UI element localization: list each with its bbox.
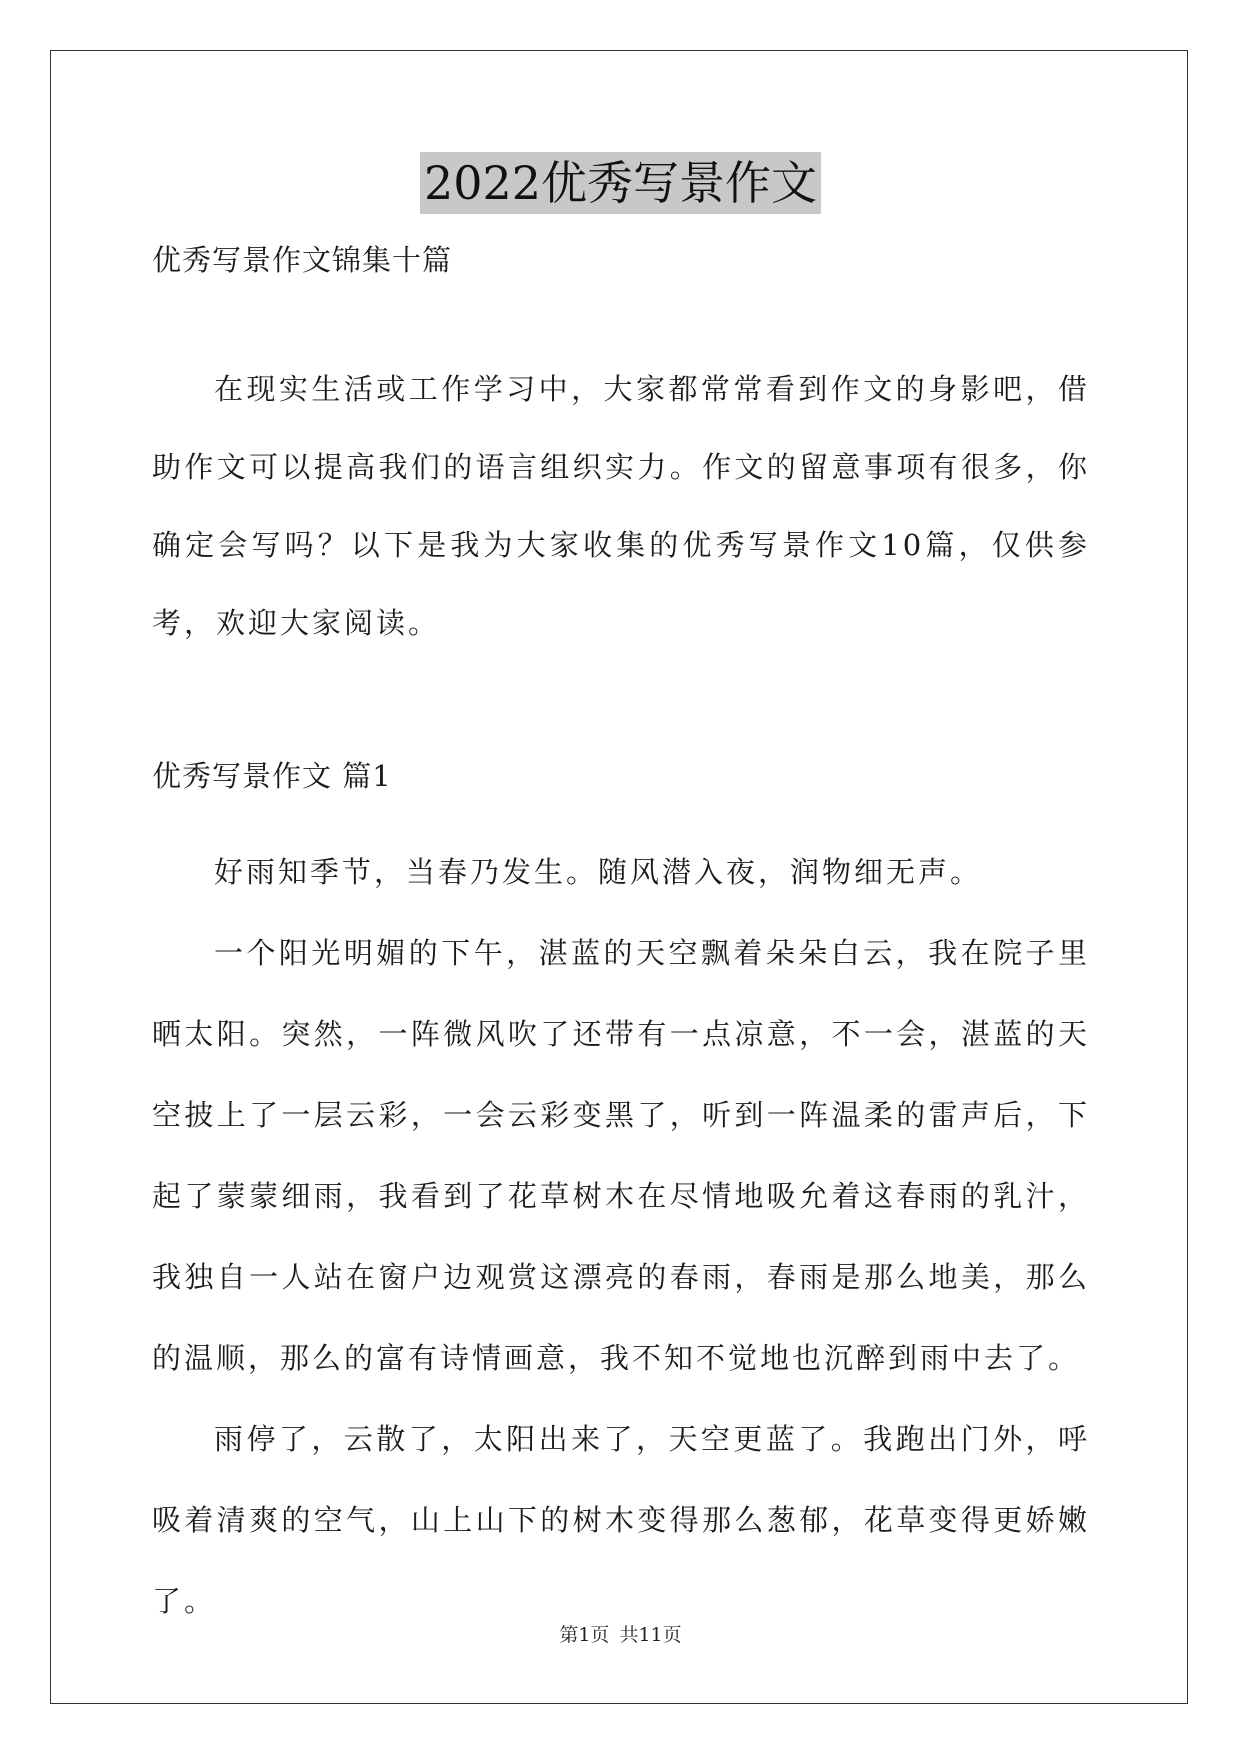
document-subtitle: 优秀写景作文锦集十篇 (152, 243, 453, 277)
body-paragraph: 雨停了，云散了，太阳出来了，天空更蓝了。我跑出门外，呼吸着清爽的空气，山上山下的树木变得那么葱郁，花草变得更娇嫩了。 (152, 1422, 1090, 1618)
section-heading: 优秀写景作文 篇1 (152, 759, 392, 793)
essay-body (152, 832, 1090, 1642)
title-container (0, 152, 1241, 214)
body-paragraph: 一个阳光明媚的下午，湛蓝的天空飘着朵朵白云，我在院子里晒太阳。突然，一阵微风吹了还带有一点凉意，不一会，湛蓝的天空披上了一层云彩，一会云彩变黑了，听到一阵温柔的雷声后，下起了蒙蒙细雨，我看到了花草树木在尽情地吸允着这春雨的乳汁，我独自一人站在窗户边观赏这漂亮的春雨，春雨是那么地美，那么的温顺，那么的富有诗情画意，我不知不觉地也沉醉到雨中去了。 (152, 936, 1090, 1375)
page-footer: 第1页 共11页 (559, 1624, 682, 1646)
document-title: 2022优秀写景作文 (420, 152, 821, 214)
intro-paragraph: 在现实生活或工作学习中，大家都常常看到作文的身影吧，借助作文可以提高我们的语言组织实力。作文的留意事项有很多，你确定会写吗？以下是我为大家收集的优秀写景作文10篇，仅供参考，欢迎大家阅读。 (152, 372, 1090, 640)
body-paragraph: 好雨知季节，当春乃发生。随风潜入夜，润物细无声。 (214, 855, 983, 889)
